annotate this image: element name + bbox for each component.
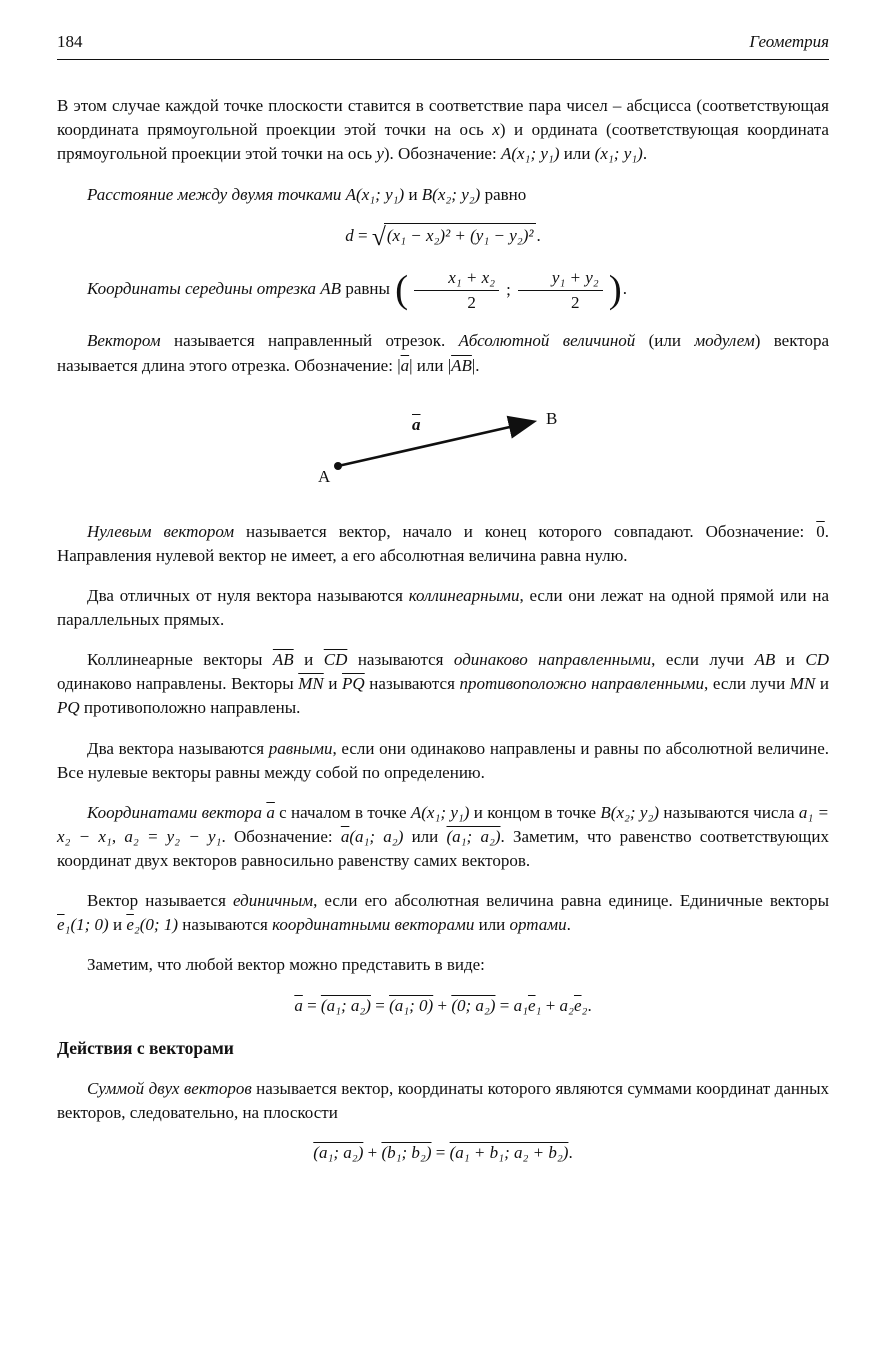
text-run: модулем	[694, 331, 755, 351]
paragraph-vector-coordinates	[57, 801, 829, 873]
text-run: Координатами вектора	[87, 802, 267, 822]
text-run: называются	[347, 650, 454, 670]
text-run: Коллинеарные векторы	[87, 650, 273, 670]
text-run: 0	[816, 521, 825, 541]
formula-period: .	[622, 279, 627, 299]
text-run: x	[492, 120, 500, 140]
text-run: a₂ = y₂ − y₁	[124, 826, 222, 846]
equals-sign: =	[353, 225, 372, 245]
paragraph-text	[57, 739, 829, 782]
text-run: ₁	[535, 995, 542, 1015]
paragraph-text	[57, 650, 829, 717]
text-run: , если лучи	[651, 650, 755, 670]
text-run: или	[412, 355, 448, 375]
text-run: CD	[805, 650, 829, 670]
text-run: . Обозначение:	[221, 826, 341, 846]
text-run: Вектор называется	[87, 891, 234, 911]
text-run: $\overline{a}$	[340, 826, 350, 846]
text-run: , если лучи	[704, 674, 790, 694]
text-run: (a₁; 0)	[389, 995, 434, 1015]
text-run: +	[433, 995, 452, 1015]
text-run: A(x₁; y₁)	[500, 144, 560, 164]
text-run: (a₁; a₂)	[349, 826, 404, 846]
text-run: Два отличных от нуля вектора называются	[87, 585, 409, 605]
vector-arrow-graphic	[312, 404, 574, 490]
text-run: , если его абсолютная величина равна единице. Единичные векторы	[313, 891, 829, 911]
text-run: (a₁; a₂)	[320, 995, 371, 1015]
formula-text	[313, 1143, 572, 1162]
paragraph-text	[57, 96, 829, 163]
paragraph-text	[87, 185, 526, 204]
representation-formula	[57, 994, 829, 1018]
text-run: Вектором	[87, 331, 161, 351]
text-run: A(x₁; y₁)	[410, 802, 470, 822]
formula-lhs: d	[345, 225, 354, 245]
text-run: ) вектора называется длина этого отрезка. Обозначение:	[57, 331, 830, 375]
text-run: и концом в точке	[469, 802, 601, 822]
formula-period: .	[536, 225, 541, 245]
text-run: $\overline{AB}$	[451, 355, 472, 375]
text-run: $\overline{e}$	[527, 995, 536, 1015]
text-run: и	[323, 674, 343, 694]
fraction-denominator: 2	[571, 293, 580, 313]
text-run: и	[815, 674, 829, 694]
page-number: 184	[57, 32, 83, 51]
text-run: ортами	[509, 915, 567, 935]
text-run: a₂	[559, 995, 574, 1015]
radicand: (x₁ − x₂)² + (y₁ − y₂)²	[384, 223, 537, 246]
text-run: Абсолютной величиной	[458, 331, 636, 351]
text-run: (x₁; y₁)	[594, 144, 643, 164]
text-run: равно	[480, 184, 527, 204]
text-run: ₂(0; 1)	[133, 915, 179, 935]
formula-text	[294, 996, 591, 1015]
text-run: $\overline{a}$	[294, 995, 303, 1015]
text-run: и	[108, 915, 127, 935]
paragraph-text	[57, 891, 829, 934]
text-run: или	[474, 915, 510, 935]
text-run: a₁	[513, 995, 528, 1015]
text-run: ,	[111, 826, 125, 846]
paragraph-distance-intro	[57, 183, 829, 207]
paragraph-representation-intro	[57, 953, 829, 977]
fraction-y	[513, 267, 608, 314]
text-run: единичным	[233, 891, 314, 911]
text-run: |	[447, 355, 452, 375]
text-run: A(x₁; y₁)	[345, 184, 405, 204]
paragraph-null-vector	[57, 520, 829, 568]
paragraph-text	[57, 803, 829, 870]
paragraph-collinear	[57, 584, 829, 632]
text-run: Расстояние между двумя точками	[87, 184, 346, 204]
fraction-numerator: y₁ + y₂	[518, 267, 603, 291]
fraction-denominator: 2	[467, 293, 476, 313]
text-run: $\overline{a}$	[400, 355, 410, 375]
text-run: и	[775, 650, 806, 670]
text-run: и	[404, 184, 422, 204]
page-header	[57, 30, 829, 60]
text-run: и	[293, 650, 324, 670]
text-run: $\overline{e}$	[573, 995, 582, 1015]
text-run: =	[302, 995, 321, 1015]
text-run: PQ	[57, 698, 80, 718]
paragraph-vector-definition	[57, 329, 829, 377]
paragraph-text	[57, 331, 829, 374]
text-run: $\overline{e}$	[126, 915, 134, 935]
text-run: Нулевым вектором	[87, 521, 235, 541]
text-run: одинаково направленными	[453, 650, 652, 670]
vector-a-label: $\overline{a}$	[412, 414, 421, 434]
text-run: называется вектор, начало и конец которого совпадают. Обозначение:	[234, 521, 817, 541]
text-run: ₁(1; 0)	[64, 915, 109, 935]
text-run: коллинеарными	[408, 585, 520, 605]
paragraph-midpoint	[57, 267, 829, 314]
text-run: с началом в точке	[274, 802, 411, 822]
text-run: Два вектора называются	[87, 738, 269, 758]
text-run: =	[495, 995, 514, 1015]
fraction-x	[409, 267, 504, 314]
text-run: называется вектор, координаты которого являются суммами координат данных векторов, следовательно, на плоскости	[57, 1078, 829, 1122]
fraction-numerator: x₁ + x₂	[414, 267, 499, 291]
text-run: называются числа	[659, 802, 799, 822]
text-run: (a₁; a₂)	[313, 1142, 364, 1162]
text-run: В этом случае каждой точке плоскости ставится в соответствие пара чисел – абсцисса (соответствующая координата прямоугольной проекции этой точки на ось	[57, 96, 829, 140]
point-a-label: A	[318, 466, 331, 486]
text-run: называются	[364, 674, 460, 694]
text-run: , если они одинаково направлены и равны по абсолютной величине. Все нулевые векторы равны между собой по определению.	[57, 738, 829, 782]
paragraph-text	[57, 522, 829, 565]
text-run: B(x₂; y₂)	[600, 802, 660, 822]
text-run: . Заметим, что равенство соответствующих координат двух векторов равносильно равенству самих векторов.	[57, 826, 829, 871]
text-run: =	[431, 1142, 450, 1162]
text-run: =	[370, 995, 390, 1015]
text-run: или	[559, 144, 595, 164]
text-run: $\overline{CD}$	[323, 650, 348, 670]
text-run: равны	[341, 279, 395, 299]
text-run: .	[568, 1142, 573, 1162]
text-run: y	[376, 144, 384, 164]
text-run: +	[363, 1142, 382, 1162]
paragraph-unit-vectors	[57, 889, 829, 937]
text-run: противоположно направленными	[459, 674, 704, 694]
radical-sign: √	[371, 221, 385, 251]
paragraph-equal-vectors	[57, 737, 829, 785]
text-run: B(x₂; y₂)	[421, 184, 481, 204]
text-run: Заметим, что любой вектор можно представить в виде:	[87, 955, 485, 975]
text-run: Суммой двух векторов	[87, 1078, 252, 1098]
text-run: называется направленный отрезок.	[160, 331, 459, 351]
paragraph-text	[57, 1079, 829, 1122]
text-run: Координаты середины отрезка	[87, 279, 321, 299]
running-title: Геометрия	[749, 32, 829, 51]
text-run: (a₁ + b₁; a₂ + b₂)	[449, 1142, 569, 1162]
text-run: равными	[268, 738, 333, 758]
paragraph-text	[87, 955, 485, 974]
text-run: . Направления нулевой вектор не имеет, а его абсолютная величина равна нулю.	[57, 521, 829, 565]
text-run: ). Обозначение:	[383, 144, 501, 164]
text-run: MN	[789, 674, 816, 694]
text-run: координатными векторами	[272, 915, 475, 935]
text-run: (или	[635, 331, 695, 351]
vector-arrow	[338, 422, 532, 466]
text-run: называются	[178, 915, 273, 935]
text-run: ₂	[581, 995, 588, 1015]
text-run: ) и ордината (соответствующая координата прямоугольной проекции этой точки на ось	[57, 120, 829, 164]
paragraph-sum-definition	[57, 1077, 829, 1125]
text-run: $\overline{PQ}$	[342, 674, 365, 694]
text-run: или	[403, 826, 447, 846]
vector-figure	[312, 404, 574, 490]
text-run: $\overline{AB}$	[272, 650, 294, 670]
sum-formula	[57, 1141, 829, 1165]
paragraph-codirected	[57, 648, 829, 720]
left-paren: (	[395, 268, 409, 312]
text-run: .	[566, 915, 571, 935]
distance-formula	[57, 223, 829, 249]
text-run: .	[587, 995, 592, 1015]
text-run: $\overline{MN}$	[298, 674, 324, 694]
text-run: |	[409, 355, 413, 375]
text-run: |	[397, 355, 401, 375]
text-run: $\overline{a}$	[266, 802, 275, 822]
section-heading-operations: Действия с векторами	[57, 1037, 234, 1058]
right-paren: )	[608, 268, 622, 312]
paragraph-text	[57, 586, 829, 629]
text-run: +	[541, 995, 560, 1015]
text-run: a₁ = x₂ − x₁	[57, 802, 830, 846]
text-run: |.	[471, 355, 480, 375]
paragraph-coordinates-intro	[57, 94, 829, 166]
text-run: AB	[320, 279, 342, 299]
paragraph-text	[87, 279, 394, 298]
separator: ;	[506, 280, 511, 300]
text-run: одинаково направлены. Векторы	[57, 674, 299, 694]
text-run: $\overline{e}$	[57, 915, 65, 935]
text-run: AB	[754, 650, 776, 670]
text-run: (b₁; b₂)	[381, 1142, 432, 1162]
text-run: противоположно направлены.	[79, 698, 301, 718]
text-run: (0; a₂)	[451, 995, 496, 1015]
text-run: (a₁; a₂)	[446, 826, 501, 846]
text-run: , если они лежат на одной прямой или на параллельных прямых.	[57, 585, 829, 630]
text-run: .	[642, 144, 648, 164]
point-b-label: B	[546, 408, 558, 428]
